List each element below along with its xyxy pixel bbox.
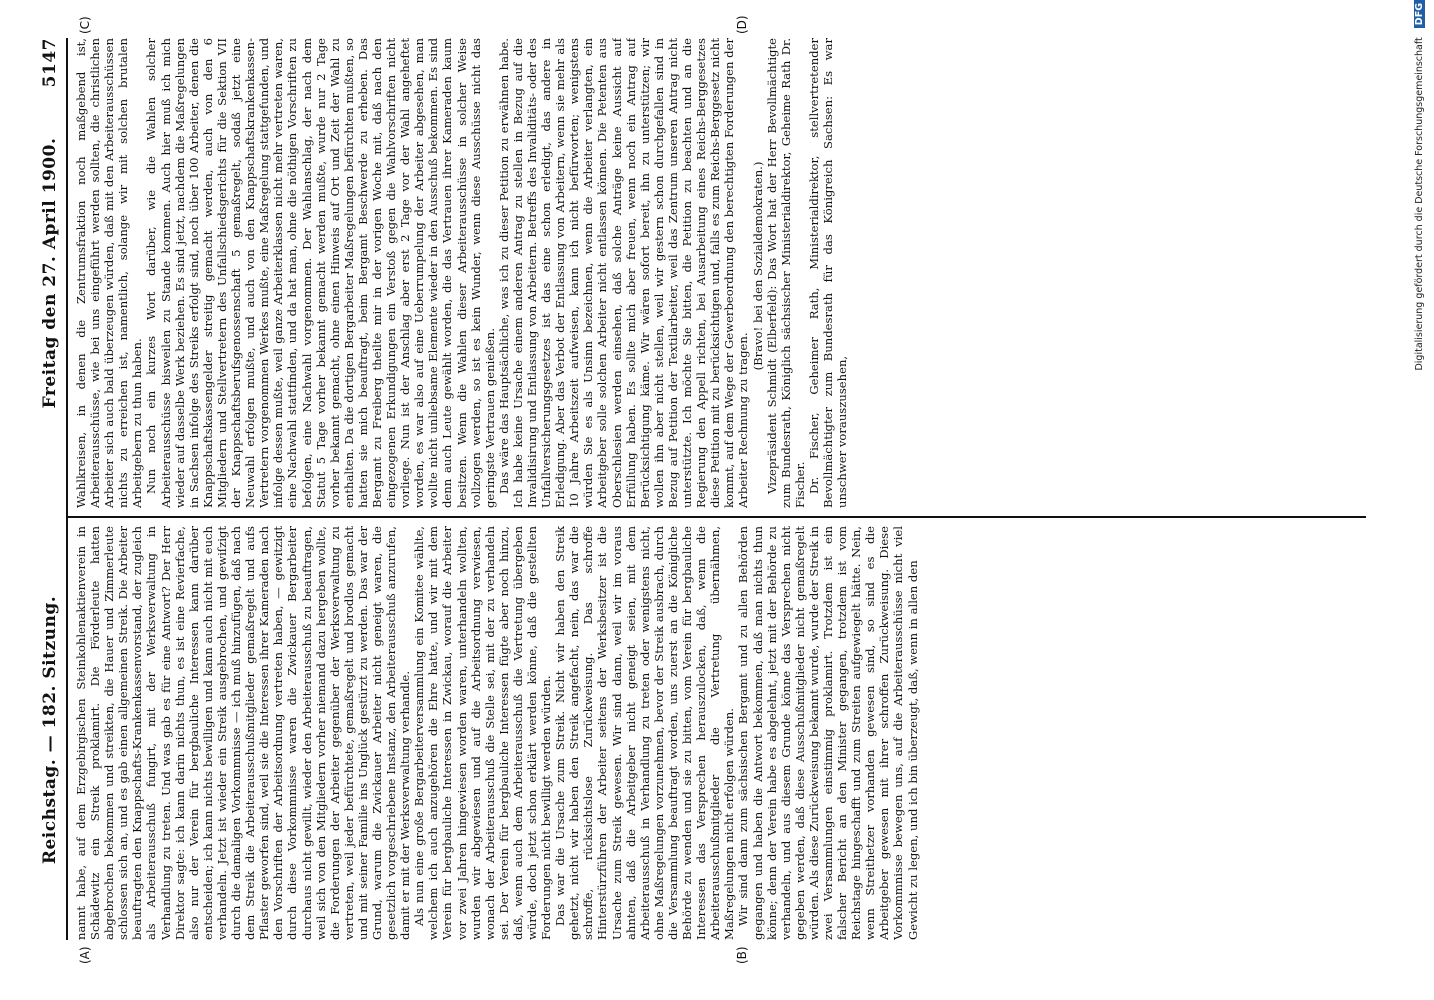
dfg-badge: DFG: [1414, 0, 1425, 28]
margin-marker-c: (C): [78, 16, 92, 34]
margin-marker-b: (B): [735, 946, 749, 964]
digitization-footer: [1414, 0, 1425, 1000]
header-rule: [66, 38, 68, 940]
digitization-note: Digitalisierung gefördert durch die Deutsche Forschungsgemeinschaft: [1414, 37, 1425, 371]
session-title: Reichstag. — 182. Sitzung.: [40, 595, 60, 865]
page-number: 5147: [40, 38, 60, 88]
paragraph: Das war die Ursache zum Streik. Nicht wir haben den Streik gehetzt, nicht wir haben den Streik angefacht, nein, das war die schroffe, rücksichtslose Zurückweisung. Das schroffe Hinterstürzführen der Arbeiter seitens der Werksbesitzer ist die Ursache zum Streik gewesen. Wir sind dann, weil wir im voraus ahnten, daß die Arbeitgeber nicht geneigt seien, mit dem Arbeiterausschuß in Verhandlung zu treten oder wenigstens nicht, ohne Maßregelungen vorzunehmen, bevor der Streik ausbrach, durch die Versammlung beauftragt worden, uns zuerst an die Königliche Behörde zu wenden und sie zu bitten, vom Verein für bergbauliche Interessen das Versprechen herauszulocken, daß, wenn die Arbeiterausschußmitglieder die Vertretung übernähmen, Maßregelungen nicht erfolgen würden.: [553, 526, 737, 940]
paragraph: Wahlkreisen, in denen die Zentrumsfraktion noch maßgebend ist, Arbeiterausschüsse, wie bei uns eingeführt werden sollten, die christlichen Arbeiter sich auch bald überzeugen würden, daß mit den Arbeiterausschüssen nichts zu erreichen ist, namentlich, solange wir mit solchen brutalen Arbeitgebern zu thun haben.: [74, 38, 145, 508]
date-title: Freitag den 27. April 1900.: [40, 137, 60, 409]
paragraph: Wir sind dann zum sächsischen Bergamt und zu allen Behörden gegangen und haben die Antwort bekommen, daß man nichts thun könne; denn der Verein habe es abgelehnt, jetzt mit der Behörde zu verhandeln, und aus diesem Grunde könne das Versprechen nicht gegeben werden, daß diese Ausschußmitglieder nicht gemaßregelt würden. Als diese Zurückweisung bekannt wurde, wurde der Streik in zwei Versammlungen einstimmig proklamirt. Trotzdem ist ein falscher Bericht an den Minister gegangen, trotzdem ist vom Reichstage hingeschafft und zum Streiten aufgewiegelt hätte. Nein, wenn Streithetzer vorhanden gewesen sind, so sind es die Arbeitgeber gewesen mit ihrer schroffen Zurückweisung. Diese Vorkommnisse bewegen uns, auf die Arbeiterausschüsse nicht viel Gewicht zu legen, und ich bin überzeugt, daß, wenn in allen den: [736, 526, 920, 940]
left-column: [74, 526, 1364, 940]
paragraph: Als nun eine große Bergarbeiterversammlung ein Komitee wählte, welchem ich auch anzugehören die Ehre hatte, und wir mit dem Verein für bergbauliche Interessen in Zwickau, worauf die Arbeiter vor zwei Jahren hingewiesen worden waren, unterhandeln wollten, wurden wir abgewiesen und auf die Arbeitsordnung verwiesen, wonach der Arbeiterausschuß die Stelle sei, mit der zu verhandeln sei. Der Verein für bergbauliche Interessen fügte aber noch hinzu, daß, wenn auch dem Arbeiterausschuß die Vertretung übergeben würde, doch jetzt schon erklärt werden könne, daß die gestellten Forderungen nicht bewilligt werden würden.: [412, 526, 554, 940]
paragraph: Vizepräsident Schmidt (Elberfeld): Das Wort hat der Herr Bevollmächtigte zum Bundesrath, Königlich sächsischer Ministerialdirektor, Geheime Rath Dr. Fischer.: [764, 38, 807, 508]
paragraph: Das wäre das Hauptsächliche, was ich zu dieser Petition zu erwähnen habe. Ich habe keine Ursache einem anderen Antrag zu stellen in Bezug auf die Invalidisirung und Entlassung von Arbeitern. Betreffs des Invaliditäts- oder des Unfallversicherungsgesetzes ist das eine schon erledigt, das andere in Erledigung. Aber das Verbot der Entlassung von Arbeitern, wenn sie mehr als 10 Jahre Arbeitszeit aufweisen, kann ich nicht befürworten; wenigstens würden Sie es als Unsinn bezeichnen, wenn die Arbeiter verlangten, ein Arbeitgeber solle solchen Arbeiter nicht entlassen können. Die Petenten aus Oberschlesien werden einsehen, daß solche Anträge keine Aussicht auf Erfüllung haben. Es sollte mich aber freuen, wenn noch ein Antrag auf Berücksichtigung käme. Wir wären sofort bereit, ihn zu unterstützen; wir wollen ihn aber nicht stellen, weil wir gestern schon durchgefallen sind in Bezug auf Petition der Textilarbeiter, weil das Zentrum unseren Antrag nicht unterstützte. Ich möchte Sie bitten, die Petition zu beachten und an die Regierung den Appell richten, bei Ausarbeitung eines Reichs-Berggesetzes diese Petition mit zu berücksichtigen und, falls es zum Reichs-Berggesetz nicht kommt, auf dem Wege der Gewerbeordnung den berechtigten Forderungen der Arbeiter Rechnung zu tragen.: [496, 38, 751, 508]
paragraph: Nun noch ein kurzes Wort darüber, wie die Wahlen solcher Arbeiterausschüsse bisweilen zu Stande kommen. Auch hier muß ich mich wieder auf dasselbe Werk beziehen. Es sind jetzt, nachdem die Maßregelungen in Sachsen infolge des Streiks erfolgt sind, noch über 100 Arbeiter, denen die Knappschaftskassengelder streitig gemacht werden, auch von den 6 Mitgliedern und Stellvertretern des Unfallschiedsgerichts für die Sektion VII der Knappschaftsberufsgenossenschaft 5 gemaßregelt, sodaß jetzt eine Neuwahl erfolgen mußte, und auch von den Knappschaftskrankenkassen-Vertretern vorgenommen Werkes mußte, eine Maßregelung stattgefunden, und infolge dessen mußte, weil ganze Arbeiterklassen nicht mehr vertreten waren, eine Nachwahl stattfinden, und da hat man, ohne die nöthigen Vorschriften zu befolgen, eine Nachwahl vorgenommen. Der Wahlanschlag, der nach dem Statut 5 Tage vorher bekannt gemacht werden mußte, wurde nur 2 Tage vorher bekannt gemacht, ohne einen Hinweis auf Ort und Zeit der Wahl zu enthalten. Da die dortigen Bergarbeiter Maßregelungen befürchten mußten, so hatten sie mich beauftragt, beim Bergamt Beschwerde zu erheben. Das Bergamt zu Freiberg theilte mir in der vorigen Woche mit, daß nach den eingezogenen Erkundigungen ein Verstoß gegen die Wahlvorschriften nicht vorliege. Nun ist der Anschlag aber erst 2 Tage vor der Wahl angeheftet worden, es war also auf eine Ueberrumpelung der Arbeiter abgesehen, man wollte nicht unliebsame Elemente wieder in den Ausschuß bekommen. Es sind denn auch Leute gewählt worden, die das Vertrauen ihrer Kameraden kaum besitzen. Wenn die Wahlen dieser Arbeiterausschüsse in solcher Weise vollzogen werden, so ist es kein Wunder, wenn diese Ausschüsse nicht das geringste Vertrauen genießen.: [144, 38, 497, 508]
column-divider: [66, 516, 1366, 518]
paragraph: Dr. Fischer, Geheimer Rath, Ministerialdirektor, stellvertretender Bevollmächtigter zum Bundesrath für das Königreich Sachsen: Es war unschwer vorauszusehen,: [806, 38, 850, 508]
paragraph: nannt habe, auf dem Erzgebirgischen Steinkohlenaktienverein in Schädewitz ein Streik proklamirt. Die Förderleute hatten abgebrochen bekommen und streikten, die Hauer und Zimmerleute schlossen sich an, und es gab einen allgemeinen Streik. Die Arbeiter beauftragten den Knappschafts-Krankenkassenvorstand, der zugleich als Arbeiterausschuß fungirt, mit der Werksverwaltung in Verhandlung zu treten. Und was gab es für eine Antwort? Der Herr Direktor sagte: ich kann darin nichts thun, es ist eine Revierfache, also nur der Verein für bergbauliche Interessen kann darüber entscheiden; ich kann nichts bewilligen und kann auch nicht mit euch verhandeln. Jetzt ist wieder ein Streik ausgebrochen, und gewiſzigt durch die damaligen Vorkommnisse — ich muß hinzufügen, daß nach dem Streik die Arbeiterausschußmitglieder gemaßregelt und aufs Pflaster geworfen sind, weil sie die Interessen ihrer Kameraden nach den Vorschriften der Arbeitsordnung vertreten haben, — gewitzigt durch diese Vorkommnisse waren die Zwickauer Bergarbeiter durchaus nicht gewillt, wieder den Arbeiterausschuß zu beauftragen, weil sich von den Mitgliedern vorher niemand dazu hergeben wollte, die Forderungen der Arbeiter gegenüber der Werksverwaltung zu vertreten, weil jeder befürchtete, gemaßregelt und brodlos gemacht und mit seiner Familie ins Unglück gestürzt zu werden. Das war der Grund, warum die Zwickauer Arbeiter nicht geneigt waren, die gesetzlich vorgeschriebene Instanz, den Arbeiterausschuß anzurufen, damit er mit der Werksverwaltung verhandle.: [74, 526, 413, 940]
right-column: [74, 38, 1364, 508]
page-header-left: [40, 520, 60, 940]
margin-marker-a: (A): [78, 946, 92, 964]
applause-note: (Bravo! bei den Sozialdemokraten.): [750, 161, 765, 371]
margin-marker-d: (D): [735, 15, 749, 34]
